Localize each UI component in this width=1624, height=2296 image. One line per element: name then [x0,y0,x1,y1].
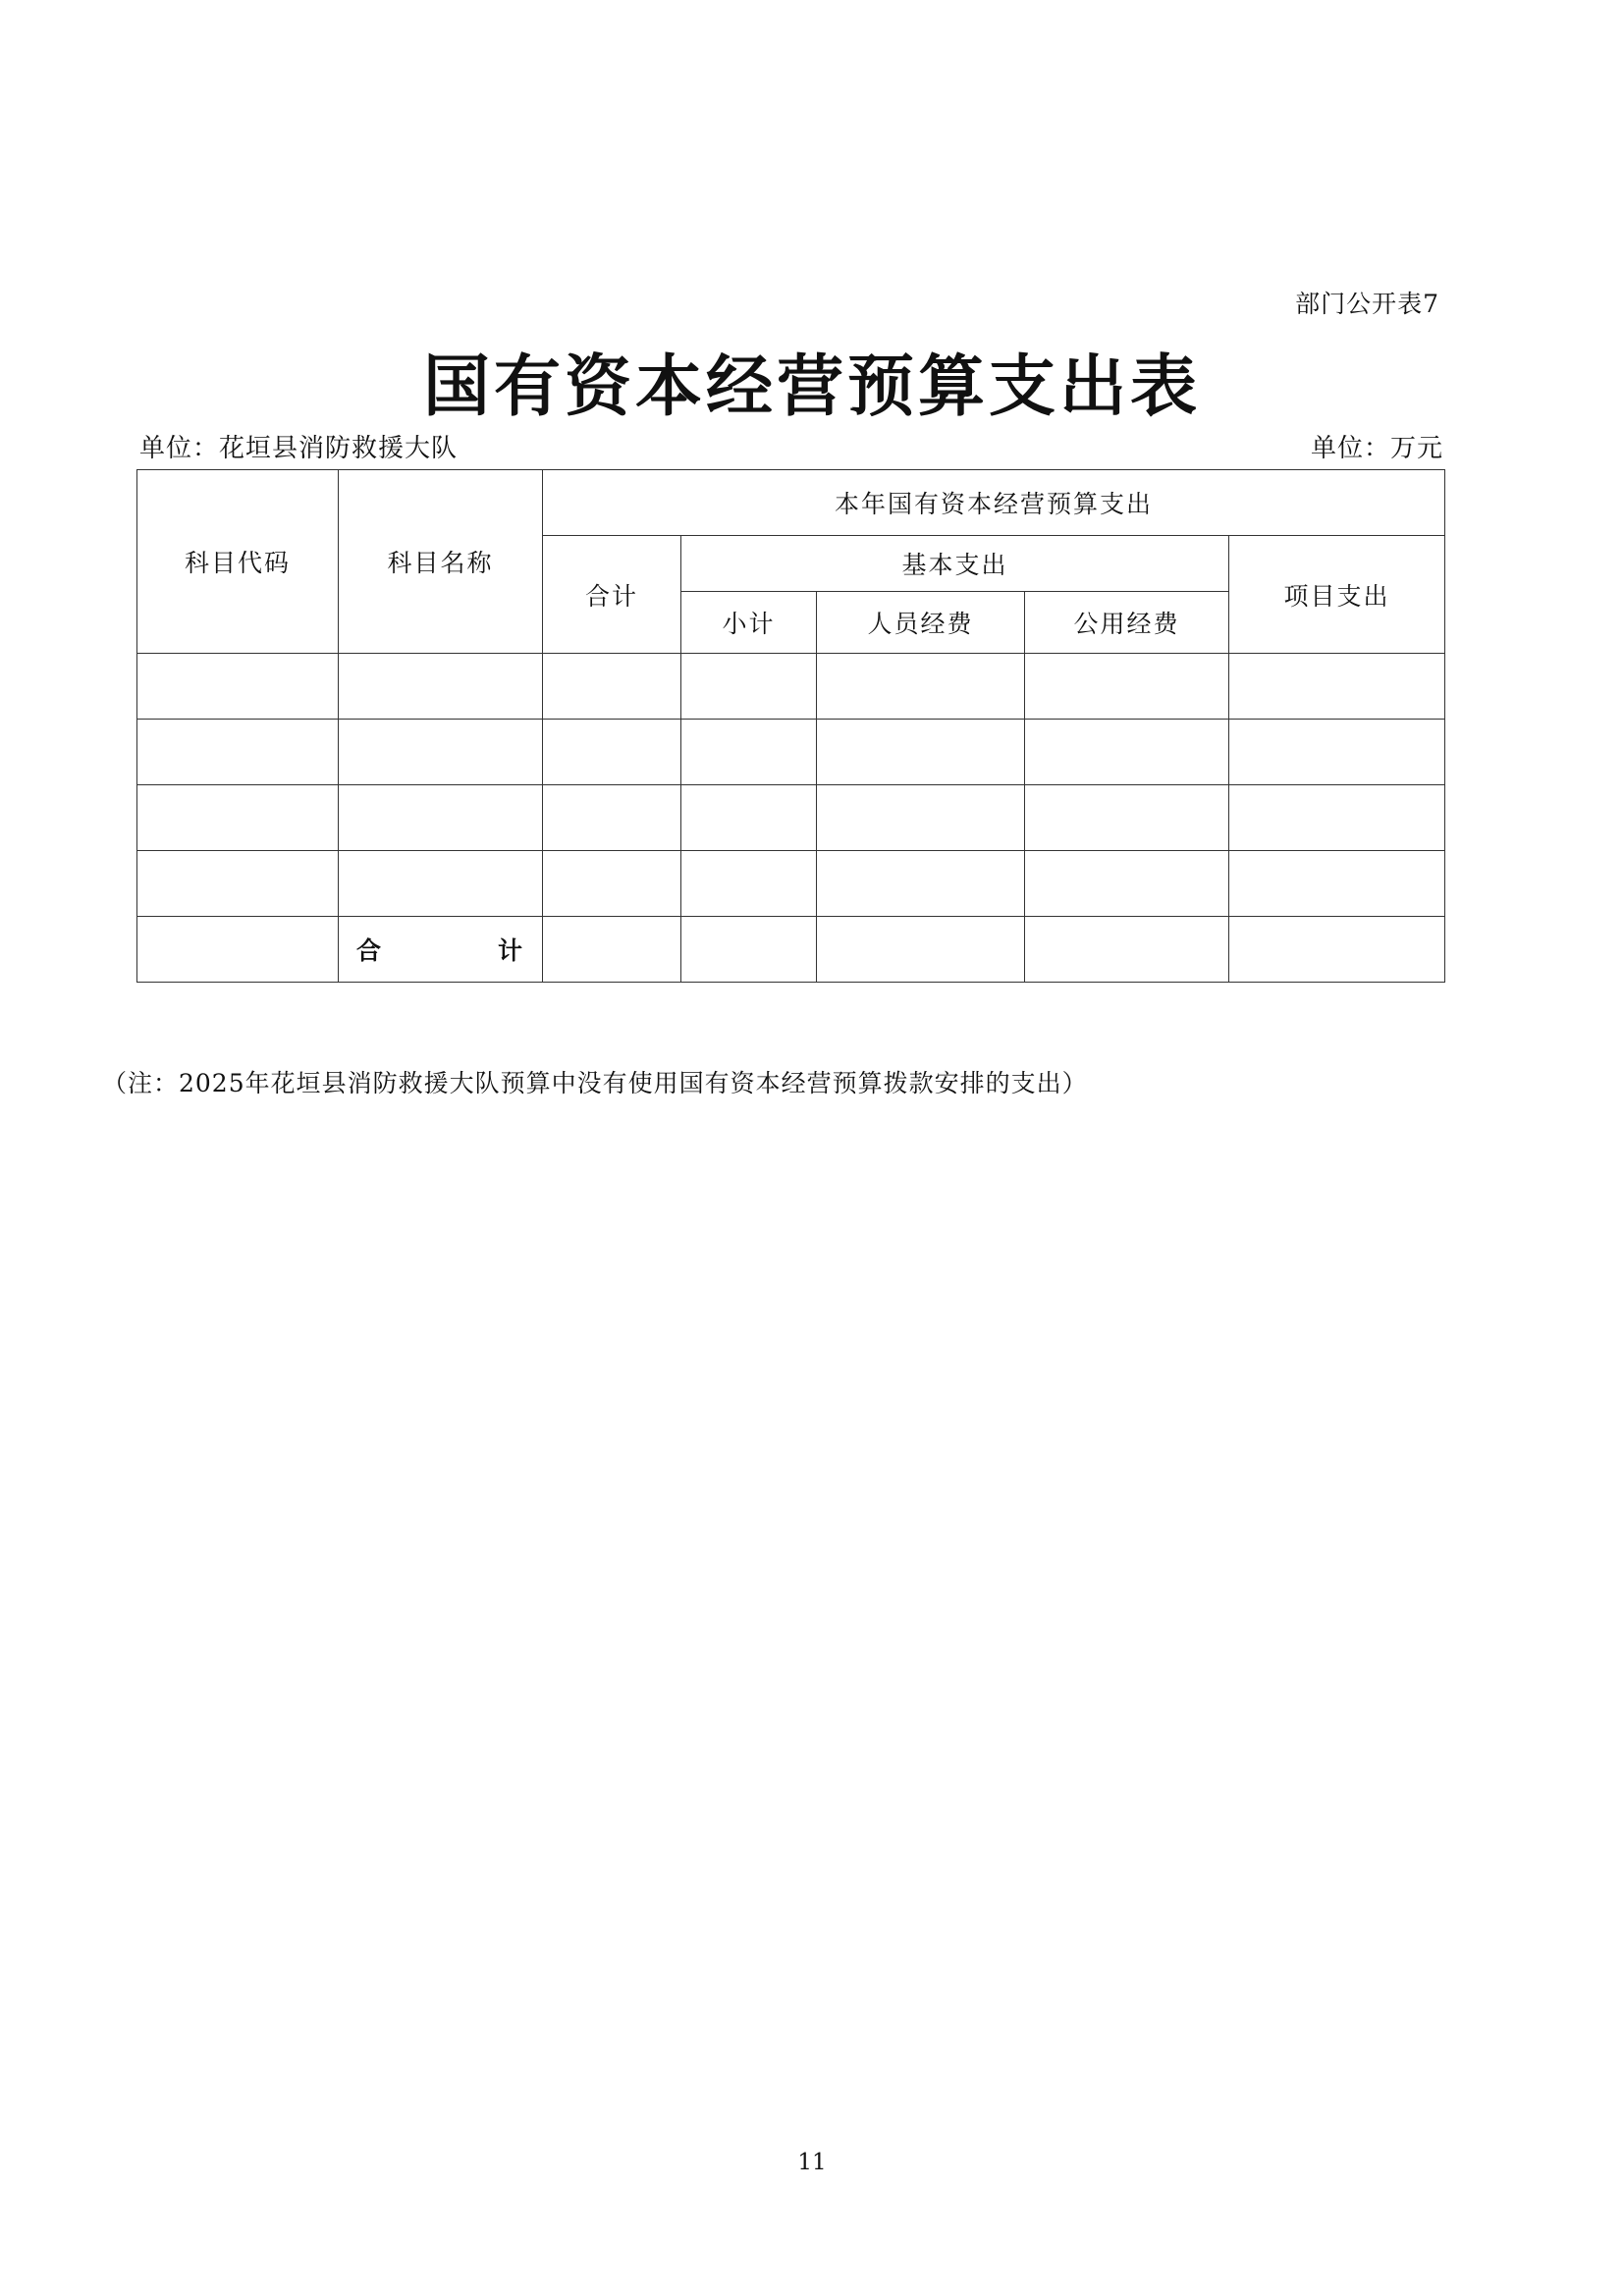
table-cell [543,917,681,983]
table-cell [817,654,1025,720]
table-number: 部门公开表7 [1295,290,1439,318]
table-cell [339,720,543,785]
table-row [137,654,1445,720]
table-row [137,720,1445,785]
page-number: 11 [797,2150,827,2175]
unit-row [139,428,1443,464]
table-cell [1229,654,1445,720]
table-cell [339,851,543,917]
header-total: 合计 [543,536,681,654]
table-cell [681,785,817,851]
header-project-expenditure: 项目支出 [1229,536,1445,654]
table-cell [817,851,1025,917]
table-cell [543,785,681,851]
table-cell [1229,720,1445,785]
header-subject-name: 科目名称 [339,470,543,654]
table-cell [817,785,1025,851]
table-cell [681,851,817,917]
table-cell [137,917,339,983]
footnote: （注：2025年花垣县消防救援大队预算中没有使用国有资本经营预算拨款安排的支出） [102,1069,1088,1097]
table-cell [137,785,339,851]
table-cell [1229,917,1445,983]
total-label-char-2: 计 [497,936,524,965]
total-row [137,917,1445,983]
header-subtotal: 小计 [681,592,817,654]
table-cell [681,917,817,983]
table-cell [1025,917,1229,983]
table-cell [1025,654,1229,720]
table-cell [137,720,339,785]
table-cell [681,654,817,720]
table-cell [681,720,817,785]
total-row-label [339,917,543,983]
table-cell [1229,851,1445,917]
unit-organization: 单位：花垣县消防救援大队 [139,434,459,463]
total-label-char-1: 合 [356,936,384,965]
table-row [137,851,1445,917]
table-cell [339,654,543,720]
header-public-cost: 公用经费 [1025,592,1229,654]
unit-currency: 单位：万元 [1310,434,1443,463]
table-cell [1229,785,1445,851]
table-cell [1025,720,1229,785]
table-cell [1025,851,1229,917]
table-cell [543,720,681,785]
table-cell [137,851,339,917]
budget-table [136,469,1445,983]
table-cell [543,654,681,720]
table-cell [339,785,543,851]
table-cell [817,720,1025,785]
page-title: 国有资本经营预算支出表 [422,347,1201,426]
table-cell [1025,785,1229,851]
header-basic-expenditure: 基本支出 [681,536,1229,592]
table-cell [817,917,1025,983]
table-row [137,785,1445,851]
table-cell [543,851,681,917]
header-group-expenditure: 本年国有资本经营预算支出 [543,470,1445,536]
header-personnel-cost: 人员经费 [817,592,1025,654]
header-subject-code: 科目代码 [137,470,339,654]
table-cell [137,654,339,720]
